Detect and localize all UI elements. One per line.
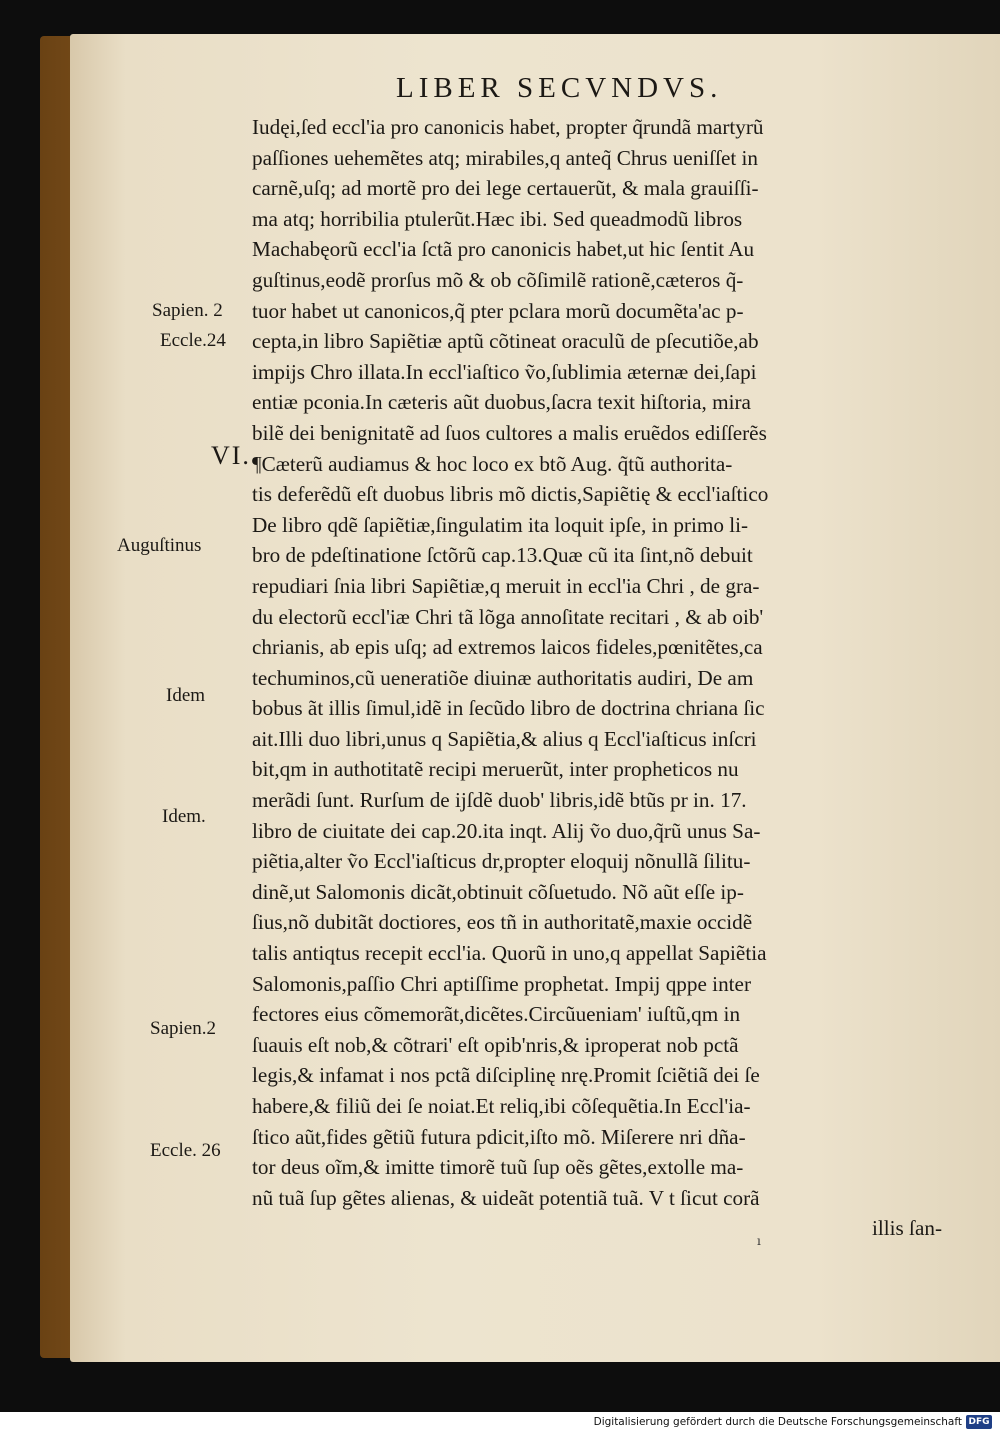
text-line: De libro qdẽ ſapiẽtiæ,ſingulatim ita loquit ipſe, in primo li- [252, 512, 749, 537]
text-line: paſſiones uehemẽtes atq; mirabiles,q anteq̃ Chrus ueniſſet in [252, 145, 759, 170]
text-line: bobus ãt illis ſimul,idẽ in ſecũdo libro de doctrina chriana ſic [252, 696, 765, 721]
text-line: ait.Illi duo libri,unus q Sapiẽtia,& alius q Eccl'iaſticus inſcri [252, 726, 757, 751]
text-line: talis antiqtus recepit eccl'ia. Quorũ in uno,q appellat Sapiẽtia [252, 941, 767, 966]
text-line: ſuauis eſt nob,& cõtrari' eſt opib'nris,& iproperat nob pctã [252, 1032, 739, 1057]
margin-note-eccle-24: Eccle.24 [160, 330, 226, 351]
text-line: chrianis, ab epis uſq; ad extremos laicos fideles,pœnitẽtes,ca [252, 635, 763, 660]
running-head: LIBER SECVNDVS. [396, 72, 723, 104]
text-line: Machabęorũ eccl'ia ſctã pro canonicis habet,ut hic ſentit Au [252, 237, 755, 262]
margin-note-eccle-26: Eccle. 26 [150, 1140, 221, 1161]
margin-note-augustinus: Auguſtinus [117, 535, 202, 556]
footer-bar [0, 1412, 1000, 1434]
text-line: bro de pdeſtinatione ſctõrũ cap.13.Quæ cũ ita ſint,nõ debuit [252, 543, 753, 568]
text-line: guſtinus,eodẽ prorſus mõ & ob cõſimilẽ rationẽ,cæteros q̃- [252, 267, 744, 292]
text-line: impijs Chro illata.In eccl'iaſtico ṽo,ſublimia æternæ dei,ſapi [252, 359, 757, 384]
margin-note-idem: Idem [166, 685, 206, 706]
text-line: tuor habet ut canonicos,q̃ pter pclara morũ documẽta'ac p- [252, 298, 744, 323]
margin-note-idem-2: Idem. [162, 806, 206, 827]
text-line: repudiari ſnia libri Sapiẽtiæ,q meruit in eccl'ia Chri , de gra- [252, 573, 760, 598]
text-line: legis,& infamat i nos pctã diſciplinę nrę.Promit ſciẽtiã dei ſe [252, 1063, 760, 1088]
text-line: carnẽ,uſq; ad mortẽ pro dei lege certauerũt, & mala grauiſſi- [252, 176, 759, 201]
text-line: illis ſan- [871, 1216, 942, 1241]
text-line: ma atq; horribilia ptulerũt.Hæc ibi. Sed queadmodũ libros [252, 206, 743, 231]
footer-credit: Digitalisierung gefördert durch die Deutsche Forschungsgemeinschaft [593, 1416, 962, 1428]
text-line: bilẽ dei benignitatẽ ad ſuos cultores a malis eruẽdos ediſſerẽs [252, 420, 767, 445]
main-text-block [252, 112, 942, 1244]
text-line: libro de ciuitate dei cap.20.ita inqt. Alij ṽo duo,q̃rũ unus Sa- [252, 818, 761, 843]
text-line: Iudęi,ſed eccl'ia pro canonicis habet, propter q̃rundã martyrũ [252, 115, 764, 139]
text-line: ſius,nõ dubitãt doctiores, eos tñ in authoritatẽ,maxie occidẽ [252, 910, 753, 935]
text-line: dinẽ,ut Salomonis dicãt,obtinuit cõſuetudo. Nõ aũt eſſe ip- [252, 879, 744, 904]
section-number-vi: VI. [211, 441, 251, 470]
margin-note-sapien-2b: Sapien.2 [150, 1018, 216, 1039]
text-line: ſtico aũt,fides gẽtiũ futura pdicit,iſto mõ. Miſerere nri dña- [252, 1124, 746, 1149]
margin-note-sapien-2: Sapien. 2 [152, 300, 223, 321]
text-line: piẽtia,alter ṽo Eccl'iaſticus dr,propter eloquij nõnullã ſilitu- [252, 849, 751, 874]
text-line: ¶Cæterũ audiamus & hoc loco ex btõ Aug. q̃tũ authorita- [252, 451, 733, 476]
text-line: du electorũ eccl'iæ Chri tã lõga annoſitate recitari , & ab oib' [252, 604, 764, 629]
text-line: fectores eius cõmemorãt,dicẽtes.Circũueniam' iuſtũ,qm in [252, 1002, 741, 1027]
text-line: merãdi ſunt. Rurſum de ijſdẽ duob' libris,idẽ btũs pr in. 17. [252, 788, 747, 813]
text-line: cepta,in libro Sapiẽtiæ aptũ cõtineat oraculũ de pſecutiõe,ab [252, 329, 759, 354]
text-line: habere,& filiũ dei ſe noiat.Et reliq,ibi cõſequẽtia.In Eccl'ia- [252, 1094, 751, 1118]
text-line: Salomonis,paſſio Chri aptiſſime prophetat. Impij qppe inter [252, 971, 752, 996]
text-line: techuminos,cũ ueneratiõe diuinæ authoritatis audiri, De am [252, 665, 754, 690]
text-line: entiæ pconia.In cæteris aũt duobus,ſacra texit hiſtoria, mira [252, 390, 751, 415]
text-line: bit,qm in authotitatẽ recipi meruerũt, inter propheticos nu [252, 757, 739, 782]
text-line: tis deferẽdũ eſt duobus libris mõ dictis,Sapiẽtię & eccl'iaſtico [252, 482, 769, 507]
text-line: tor deus oĩm,& imitte timorẽ tuũ ſup oẽs gẽtes,extolle ma- [252, 1155, 744, 1180]
dfg-logo-icon: DFG [966, 1415, 992, 1429]
printer-mark: ı [757, 1234, 761, 1248]
text-line: nũ tuã ſup gẽtes alienas, & uideãt potentiã tuã. V t ſicut corã [252, 1185, 760, 1210]
